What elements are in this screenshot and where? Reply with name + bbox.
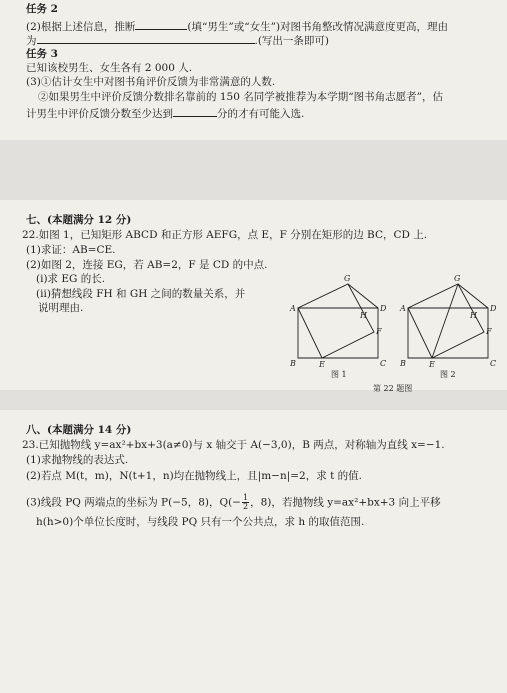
figure-1: [288, 270, 393, 370]
label-e: E: [319, 360, 325, 369]
label-g: G: [344, 274, 351, 283]
q23-part1: (1)求抛物线的表达式.: [26, 454, 129, 466]
label-f: F: [486, 327, 492, 336]
q2-blank-gender[interactable]: [135, 19, 187, 30]
scan-shading: [0, 390, 507, 410]
segment-gd: [348, 284, 378, 308]
label-f: F: [376, 327, 382, 336]
label-c: C: [490, 359, 497, 368]
label-a: A: [290, 304, 296, 313]
label-b: B: [290, 359, 296, 368]
fraction-one-half: [242, 494, 249, 511]
q22-part2-i: (ⅰ)求 EG 的长.: [36, 273, 106, 285]
figure-1-caption: 图 1: [331, 370, 347, 379]
q3-part1: (3)①估计女生中对图书角评价反馈为非常满意的人数.: [26, 76, 276, 88]
q2-line2: [26, 33, 329, 48]
label-d: D: [380, 304, 387, 313]
label-a: A: [400, 304, 406, 313]
q23-part3-text-b: ，8)，若抛物线 y=ax²+bx+3 向上平移: [250, 496, 441, 509]
square-aefg: [298, 284, 374, 358]
label-e: E: [429, 360, 435, 369]
q23-part2: (2)若点 M(t，m)，N(t+1，n)均在抛物线上，且|m−n|=2，求 t 的值.: [26, 470, 362, 482]
label-h: H: [470, 311, 477, 320]
q2-text-a: (2)根据上述信息，推断: [26, 21, 136, 33]
q2-line1: [26, 19, 448, 34]
q2-text-c: 为: [26, 35, 37, 47]
q3-blank-score[interactable]: [173, 106, 217, 117]
figure-2: [398, 270, 503, 370]
q3-text-c: 分的才有可能入选.: [217, 108, 305, 120]
figure-2-caption: 图 2: [440, 370, 456, 379]
q22-part2-ii: (ⅱ)猜想线段 FH 和 GH 之间的数量关系，并: [36, 288, 246, 300]
q3-text-b: 计男生中评价反馈分数至少达到: [26, 108, 173, 120]
task3-heading: 任务 3: [26, 48, 58, 60]
q22-part1: (1)求证：AB=CE.: [26, 244, 116, 256]
q22-part2: (2)如图 2，连接 EG，若 AB=2，F 是 CD 的中点.: [26, 259, 268, 271]
q23-part3-line1: [26, 494, 441, 511]
label-d: D: [490, 304, 497, 313]
q2-text-b: (填“男生”或“女生”)对图书角整改情况满意度更高，理由: [187, 21, 449, 33]
label-b: B: [400, 359, 406, 368]
q23-part3-line2: h(h>0)个单位长度时，与线段 PQ 只有一个公共点，求 h 的取值范围.: [36, 516, 365, 528]
q3-part2-line2: [26, 106, 304, 121]
q22-stem: 22.如图 1，已知矩形 ABCD 和正方形 AEFG，点 E，F 分别在矩形的边 BC，CD 上.: [22, 229, 428, 241]
task3-intro: 已知该校男生、女生各有 2 000 人.: [26, 62, 193, 74]
q2-blank-reason[interactable]: [37, 33, 255, 44]
q23-part3-text-a: (3)线段 PQ 两端点的坐标为 P(−5，8)，Q(−: [26, 496, 241, 509]
figure-group-caption: 第 22 题图: [373, 384, 413, 393]
q22-part2-ii-b: 说明理由.: [38, 302, 84, 314]
q2-text-d: .(写出一条即可): [254, 35, 330, 47]
section8-heading: 八、(本题满分 14 分): [26, 424, 132, 436]
task2-heading: 任务 2: [26, 3, 58, 15]
label-h: H: [360, 311, 367, 320]
q23-stem: 23.已知抛物线 y=ax²+bx+3(a≠0)与 x 轴交于 A(−3,0)，B 两点，对称轴为直线 x=−1.: [22, 439, 445, 451]
segment-gd: [458, 284, 488, 308]
square-aefg: [408, 284, 484, 358]
fraction-numerator: 1: [242, 493, 249, 502]
q3-part2-line1: ②如果男生中评价反馈分数排名靠前的 150 名同学被推荐为本学期“图书角志愿者”，估: [38, 91, 443, 103]
fraction-denominator: 2: [242, 502, 249, 511]
scan-shading: [0, 140, 507, 200]
label-g: G: [454, 274, 461, 283]
section7-heading: 七、(本题满分 12 分): [26, 214, 132, 226]
label-c: C: [380, 359, 387, 368]
